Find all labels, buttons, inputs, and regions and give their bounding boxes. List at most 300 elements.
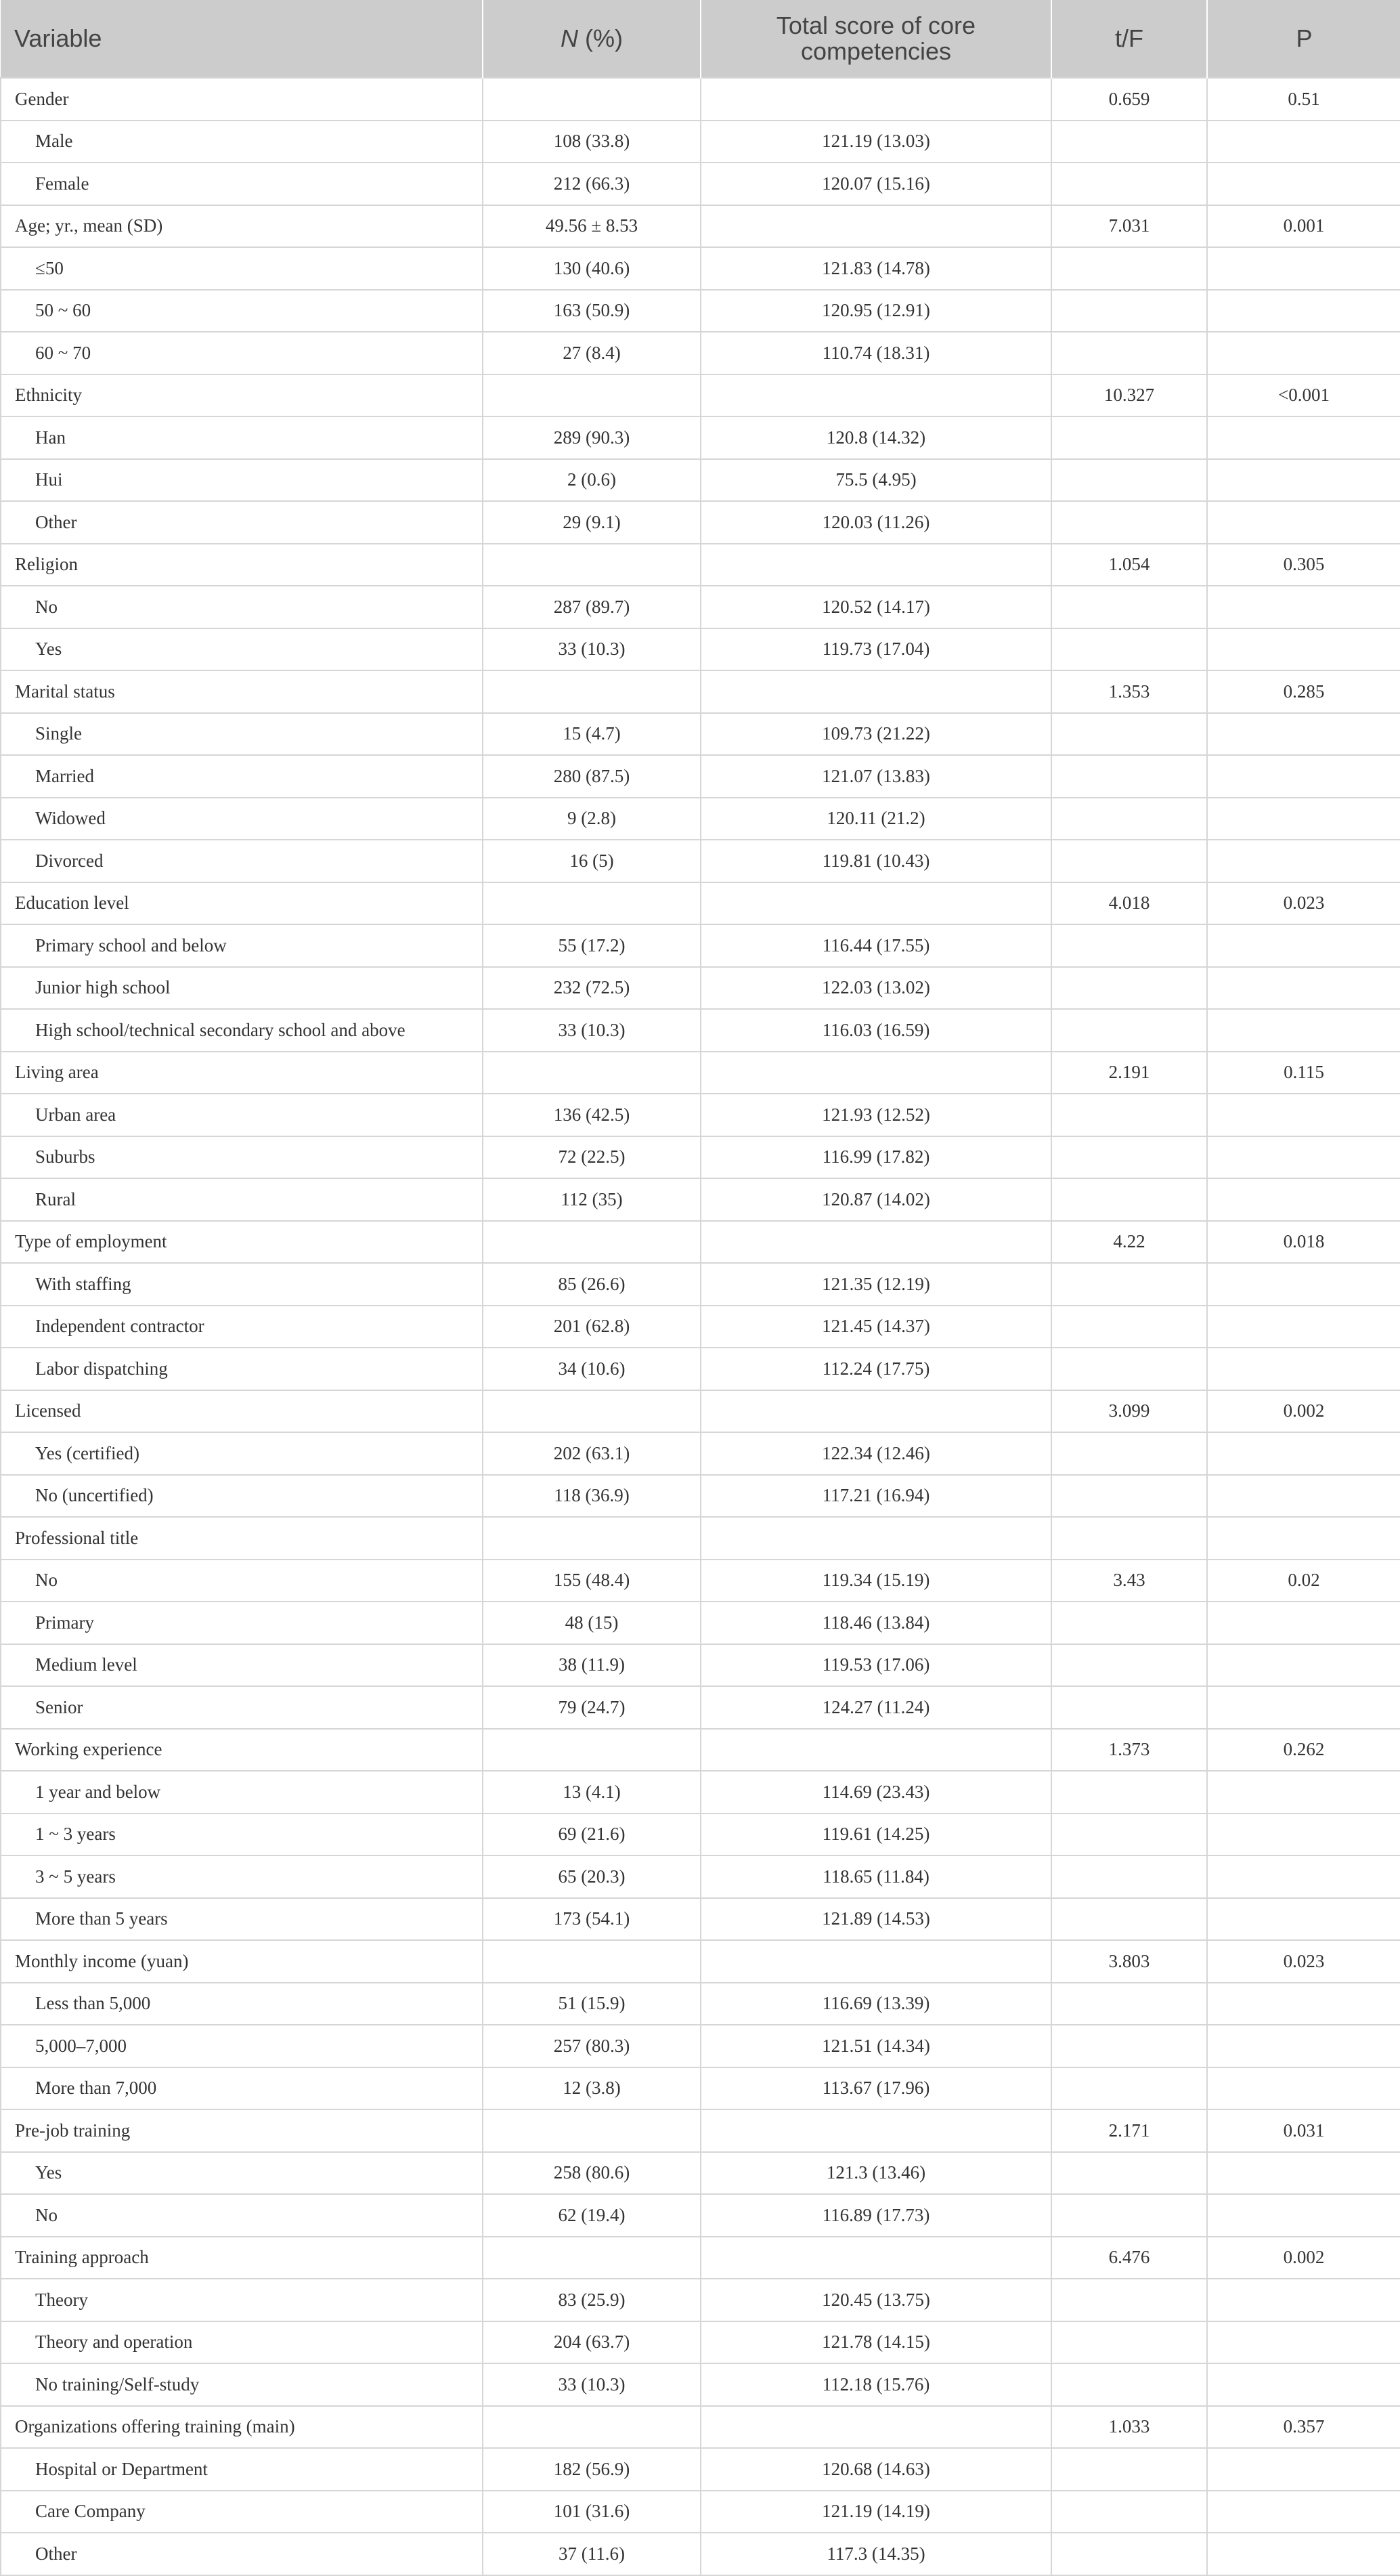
- cell-total-score: 121.45 (14.37): [701, 1306, 1051, 1348]
- table-row-variable: [1, 1390, 1400, 1433]
- cell-n-percent: 163 (50.9): [483, 290, 701, 332]
- cell-total-score: [701, 205, 1051, 248]
- cell-n-percent: 136 (42.5): [483, 1094, 701, 1136]
- cell-tf: [1051, 416, 1207, 459]
- cell-total-score: 121.51 (14.34): [701, 2025, 1051, 2067]
- cell-total-score: 109.73 (21.22): [701, 713, 1051, 756]
- table-row-subcategory: [1, 1813, 1400, 1856]
- table-row-subcategory: [1, 1306, 1400, 1348]
- table-row-subcategory: [1, 628, 1400, 671]
- cell-n-percent: [483, 78, 701, 121]
- cell-tf: [1051, 1686, 1207, 1729]
- table-row-subcategory: [1, 1602, 1400, 1644]
- table-body: [1, 78, 1400, 2575]
- cell-variable: Divorced: [1, 840, 483, 882]
- cell-tf: 3.43: [1051, 1560, 1207, 1602]
- cell-tf: [1051, 2025, 1207, 2067]
- cell-total-score: 116.89 (17.73): [701, 2194, 1051, 2237]
- table-row-subcategory: [1, 1898, 1400, 1941]
- cell-n-percent: 33 (10.3): [483, 1009, 701, 1052]
- cell-total-score: [701, 2109, 1051, 2152]
- cell-total-score: 112.24 (17.75): [701, 1348, 1051, 1390]
- cell-total-score: [701, 2237, 1051, 2279]
- table-row-variable: [1, 670, 1400, 713]
- cell-tf: [1051, 1813, 1207, 1856]
- cell-p: [1207, 1178, 1400, 1221]
- cell-p: 0.018: [1207, 1221, 1400, 1264]
- cell-variable: Primary school and below: [1, 924, 483, 967]
- cell-total-score: 120.52 (14.17): [701, 586, 1051, 628]
- table-row-variable: [1, 374, 1400, 417]
- table-row-subcategory: [1, 1644, 1400, 1687]
- table-row-subcategory: [1, 2363, 1400, 2406]
- cell-p: [1207, 1855, 1400, 1898]
- table-row-subcategory: [1, 459, 1400, 502]
- cell-n-percent: 48 (15): [483, 1602, 701, 1644]
- cell-n-percent: [483, 1517, 701, 1560]
- cell-variable: Married: [1, 755, 483, 798]
- cell-p: [1207, 2448, 1400, 2491]
- cell-p: [1207, 755, 1400, 798]
- table-row-variable: [1, 2406, 1400, 2449]
- cell-variable: Age; yr., mean (SD): [1, 205, 483, 248]
- cell-tf: [1051, 2067, 1207, 2110]
- table-row-variable: [1, 1517, 1400, 1560]
- cell-tf: 1.054: [1051, 544, 1207, 586]
- cell-total-score: [701, 1390, 1051, 1433]
- cell-total-score: 114.69 (23.43): [701, 1771, 1051, 1813]
- cell-n-percent: 79 (24.7): [483, 1686, 701, 1729]
- cell-tf: [1051, 713, 1207, 756]
- cell-n-percent: 155 (48.4): [483, 1560, 701, 1602]
- cell-p: [1207, 713, 1400, 756]
- cell-n-percent: [483, 1052, 701, 1094]
- cell-tf: [1051, 1771, 1207, 1813]
- cell-tf: [1051, 1855, 1207, 1898]
- cell-p: [1207, 2279, 1400, 2321]
- cell-tf: 1.353: [1051, 670, 1207, 713]
- cell-p: 0.285: [1207, 670, 1400, 713]
- cell-total-score: [701, 78, 1051, 121]
- cell-variable: Education level: [1, 882, 483, 925]
- cell-p: 0.023: [1207, 882, 1400, 925]
- cell-n-percent: 204 (63.7): [483, 2321, 701, 2364]
- cell-n-percent: 13 (4.1): [483, 1771, 701, 1813]
- cell-n-percent: 118 (36.9): [483, 1475, 701, 1518]
- cell-variable: Widowed: [1, 798, 483, 840]
- cell-p: [1207, 840, 1400, 882]
- cell-tf: 3.099: [1051, 1390, 1207, 1433]
- table-row-subcategory: [1, 2491, 1400, 2533]
- cell-p: [1207, 967, 1400, 1010]
- table-row-subcategory: [1, 713, 1400, 756]
- cell-p: [1207, 1136, 1400, 1179]
- cell-p: [1207, 1686, 1400, 1729]
- cell-variable: Ethnicity: [1, 374, 483, 417]
- cell-tf: 2.191: [1051, 1052, 1207, 1094]
- header-n-italic: N: [561, 24, 578, 52]
- header-n-rest: (%): [578, 24, 623, 52]
- cell-n-percent: [483, 670, 701, 713]
- cell-n-percent: 38 (11.9): [483, 1644, 701, 1687]
- cell-n-percent: 72 (22.5): [483, 1136, 701, 1179]
- cell-n-percent: 289 (90.3): [483, 416, 701, 459]
- cell-variable: Han: [1, 416, 483, 459]
- cell-p: 0.002: [1207, 2237, 1400, 2279]
- cell-total-score: 121.07 (13.83): [701, 755, 1051, 798]
- cell-total-score: [701, 1940, 1051, 1983]
- cell-variable: 1 ~ 3 years: [1, 1813, 483, 1856]
- table-row-subcategory: [1, 1178, 1400, 1221]
- cell-variable: 60 ~ 70: [1, 332, 483, 374]
- cell-total-score: 120.03 (11.26): [701, 501, 1051, 544]
- cell-tf: 6.476: [1051, 2237, 1207, 2279]
- cell-p: [1207, 1644, 1400, 1687]
- cell-p: [1207, 1771, 1400, 1813]
- cell-p: 0.023: [1207, 1940, 1400, 1983]
- cell-total-score: [701, 1221, 1051, 1264]
- table-row-variable: [1, 205, 1400, 248]
- cell-variable: Male: [1, 121, 483, 163]
- cell-tf: [1051, 1263, 1207, 1306]
- cell-tf: 4.22: [1051, 1221, 1207, 1264]
- cell-p: <0.001: [1207, 374, 1400, 417]
- cell-n-percent: 83 (25.9): [483, 2279, 701, 2321]
- cell-variable: ≤50: [1, 247, 483, 290]
- cell-n-percent: 258 (80.6): [483, 2152, 701, 2195]
- cell-variable: 1 year and below: [1, 1771, 483, 1813]
- cell-n-percent: 62 (19.4): [483, 2194, 701, 2237]
- cell-total-score: 120.95 (12.91): [701, 290, 1051, 332]
- cell-variable: Medium level: [1, 1644, 483, 1687]
- cell-tf: [1051, 247, 1207, 290]
- cell-total-score: 120.68 (14.63): [701, 2448, 1051, 2491]
- cell-tf: [1051, 1644, 1207, 1687]
- cell-p: [1207, 459, 1400, 502]
- table-row-subcategory: [1, 2194, 1400, 2237]
- table-row-subcategory: [1, 2152, 1400, 2195]
- cell-variable: No: [1, 2194, 483, 2237]
- cell-tf: 1.033: [1051, 2406, 1207, 2449]
- cell-n-percent: 257 (80.3): [483, 2025, 701, 2067]
- cell-total-score: 120.45 (13.75): [701, 2279, 1051, 2321]
- cell-variable: Monthly income (yuan): [1, 1940, 483, 1983]
- cell-p: 0.305: [1207, 544, 1400, 586]
- cell-tf: [1051, 1602, 1207, 1644]
- cell-p: [1207, 2491, 1400, 2533]
- cell-tf: 10.327: [1051, 374, 1207, 417]
- table-row-variable: [1, 882, 1400, 925]
- cell-tf: [1051, 1094, 1207, 1136]
- table-row-variable: [1, 1729, 1400, 1772]
- cell-tf: [1051, 332, 1207, 374]
- cell-variable: No training/Self-study: [1, 2363, 483, 2406]
- cell-total-score: 121.78 (14.15): [701, 2321, 1051, 2364]
- cell-tf: [1051, 1009, 1207, 1052]
- cell-total-score: [701, 670, 1051, 713]
- table-row-variable: [1, 544, 1400, 586]
- table-row-subcategory: [1, 1136, 1400, 1179]
- cell-p: [1207, 163, 1400, 205]
- cell-n-percent: [483, 1390, 701, 1433]
- cell-p: [1207, 2152, 1400, 2195]
- cell-total-score: 119.61 (14.25): [701, 1813, 1051, 1856]
- table-row-subcategory: [1, 2321, 1400, 2364]
- cell-p: 0.02: [1207, 1560, 1400, 1602]
- table-row-subcategory: [1, 924, 1400, 967]
- cell-total-score: 110.74 (18.31): [701, 332, 1051, 374]
- cell-tf: [1051, 924, 1207, 967]
- cell-n-percent: 232 (72.5): [483, 967, 701, 1010]
- cell-total-score: 116.03 (16.59): [701, 1009, 1051, 1052]
- cell-n-percent: [483, 1940, 701, 1983]
- cell-total-score: [701, 1729, 1051, 1772]
- cell-p: [1207, 1517, 1400, 1560]
- cell-variable: Theory and operation: [1, 2321, 483, 2364]
- cell-variable: Religion: [1, 544, 483, 586]
- cell-total-score: [701, 1052, 1051, 1094]
- table-row-subcategory: [1, 586, 1400, 628]
- cell-n-percent: 112 (35): [483, 1178, 701, 1221]
- table-row-subcategory: [1, 290, 1400, 332]
- cell-p: [1207, 1348, 1400, 1390]
- cell-n-percent: 33 (10.3): [483, 2363, 701, 2406]
- table-row-variable: [1, 1940, 1400, 1983]
- cell-p: [1207, 2194, 1400, 2237]
- cell-variable: Urban area: [1, 1094, 483, 1136]
- cell-variable: More than 5 years: [1, 1898, 483, 1941]
- cell-tf: [1051, 1983, 1207, 2025]
- cell-p: [1207, 2321, 1400, 2364]
- cell-total-score: [701, 1517, 1051, 1560]
- cell-p: [1207, 2533, 1400, 2575]
- cell-variable: Female: [1, 163, 483, 205]
- header-row: [1, 0, 1400, 78]
- cell-tf: [1051, 798, 1207, 840]
- cell-total-score: 120.07 (15.16): [701, 163, 1051, 205]
- cell-variable: No: [1, 1560, 483, 1602]
- cell-variable: Suburbs: [1, 1136, 483, 1179]
- cell-tf: [1051, 755, 1207, 798]
- table-row-subcategory: [1, 2025, 1400, 2067]
- cell-total-score: 118.46 (13.84): [701, 1602, 1051, 1644]
- cell-total-score: 119.34 (15.19): [701, 1560, 1051, 1602]
- cell-total-score: 75.5 (4.95): [701, 459, 1051, 502]
- cell-n-percent: 29 (9.1): [483, 501, 701, 544]
- table-row-subcategory: [1, 1686, 1400, 1729]
- cell-tf: 3.803: [1051, 1940, 1207, 1983]
- cell-tf: [1051, 290, 1207, 332]
- cell-tf: [1051, 1432, 1207, 1475]
- cell-p: [1207, 1898, 1400, 1941]
- cell-n-percent: 15 (4.7): [483, 713, 701, 756]
- table-row-subcategory: [1, 501, 1400, 544]
- table-row-subcategory: [1, 755, 1400, 798]
- cell-p: [1207, 1263, 1400, 1306]
- cell-variable: Marital status: [1, 670, 483, 713]
- cell-total-score: [701, 882, 1051, 925]
- cell-tf: 7.031: [1051, 205, 1207, 248]
- cell-tf: 2.171: [1051, 2109, 1207, 2152]
- cell-variable: Other: [1, 501, 483, 544]
- cell-variable: Labor dispatching: [1, 1348, 483, 1390]
- cell-tf: [1051, 2321, 1207, 2364]
- cell-total-score: 119.73 (17.04): [701, 628, 1051, 671]
- cell-total-score: 121.83 (14.78): [701, 247, 1051, 290]
- cell-total-score: 113.67 (17.96): [701, 2067, 1051, 2110]
- table-row-subcategory: [1, 1348, 1400, 1390]
- cell-total-score: 121.19 (13.03): [701, 121, 1051, 163]
- cell-variable: Licensed: [1, 1390, 483, 1433]
- cell-tf: [1051, 459, 1207, 502]
- table-row-subcategory: [1, 2279, 1400, 2321]
- table-row-subcategory: [1, 798, 1400, 840]
- cell-variable: Organizations offering training (main): [1, 2406, 483, 2449]
- table-row-variable: [1, 1221, 1400, 1264]
- cell-variable: High school/technical secondary school and above: [1, 1009, 483, 1052]
- cell-p: 0.262: [1207, 1729, 1400, 1772]
- cell-p: [1207, 2067, 1400, 2110]
- cell-variable: Senior: [1, 1686, 483, 1729]
- cell-total-score: 121.35 (12.19): [701, 1263, 1051, 1306]
- table-row-subcategory: [1, 1009, 1400, 1052]
- cell-n-percent: 182 (56.9): [483, 2448, 701, 2491]
- cell-p: [1207, 247, 1400, 290]
- cell-n-percent: 69 (21.6): [483, 1813, 701, 1856]
- cell-n-percent: 49.56 ± 8.53: [483, 205, 701, 248]
- cell-n-percent: 85 (26.6): [483, 1263, 701, 1306]
- table-row-subcategory: [1, 1771, 1400, 1813]
- header-total-score: Total score of core competencies: [701, 0, 1051, 78]
- cell-n-percent: 16 (5): [483, 840, 701, 882]
- cell-n-percent: 202 (63.1): [483, 1432, 701, 1475]
- cell-variable: Junior high school: [1, 967, 483, 1010]
- cell-total-score: 119.53 (17.06): [701, 1644, 1051, 1687]
- cell-total-score: 122.34 (12.46): [701, 1432, 1051, 1475]
- cell-tf: [1051, 163, 1207, 205]
- cell-variable: Yes: [1, 2152, 483, 2195]
- cell-n-percent: 130 (40.6): [483, 247, 701, 290]
- cell-variable: Theory: [1, 2279, 483, 2321]
- cell-tf: [1051, 1898, 1207, 1941]
- cell-variable: Training approach: [1, 2237, 483, 2279]
- cell-variable: Independent contractor: [1, 1306, 483, 1348]
- table-row-subcategory: [1, 1432, 1400, 1475]
- cell-n-percent: 65 (20.3): [483, 1855, 701, 1898]
- table-header: [1, 0, 1400, 78]
- cell-p: 0.51: [1207, 78, 1400, 121]
- cell-p: [1207, 1813, 1400, 1856]
- cell-total-score: 120.8 (14.32): [701, 416, 1051, 459]
- table-row-variable: [1, 2109, 1400, 2152]
- cell-n-percent: [483, 1221, 701, 1264]
- cell-p: [1207, 121, 1400, 163]
- table-row-subcategory: [1, 840, 1400, 882]
- table-row-subcategory: [1, 1560, 1400, 1602]
- cell-n-percent: 33 (10.3): [483, 628, 701, 671]
- cell-tf: [1051, 967, 1207, 1010]
- cell-tf: [1051, 1475, 1207, 1518]
- cell-p: [1207, 586, 1400, 628]
- cell-p: 0.357: [1207, 2406, 1400, 2449]
- cell-total-score: 121.93 (12.52): [701, 1094, 1051, 1136]
- cell-total-score: 120.11 (21.2): [701, 798, 1051, 840]
- cell-variable: 50 ~ 60: [1, 290, 483, 332]
- cell-p: [1207, 1983, 1400, 2025]
- cell-variable: Type of employment: [1, 1221, 483, 1264]
- cell-p: [1207, 1094, 1400, 1136]
- cell-p: [1207, 290, 1400, 332]
- cell-p: [1207, 798, 1400, 840]
- cell-total-score: 121.89 (14.53): [701, 1898, 1051, 1941]
- cell-variable: Other: [1, 2533, 483, 2575]
- cell-tf: [1051, 1136, 1207, 1179]
- cell-tf: 4.018: [1051, 882, 1207, 925]
- cell-total-score: [701, 2406, 1051, 2449]
- cell-tf: [1051, 2194, 1207, 2237]
- cell-n-percent: 9 (2.8): [483, 798, 701, 840]
- cell-variable: Care Company: [1, 2491, 483, 2533]
- cell-n-percent: [483, 374, 701, 417]
- cell-n-percent: [483, 882, 701, 925]
- cell-p: [1207, 2363, 1400, 2406]
- cell-p: [1207, 1306, 1400, 1348]
- table-row-subcategory: [1, 1094, 1400, 1136]
- table-row-subcategory: [1, 1983, 1400, 2025]
- cell-total-score: 116.99 (17.82): [701, 1136, 1051, 1179]
- cell-total-score: 118.65 (11.84): [701, 1855, 1051, 1898]
- cell-p: [1207, 1432, 1400, 1475]
- cell-n-percent: 2 (0.6): [483, 459, 701, 502]
- cell-n-percent: [483, 2406, 701, 2449]
- cell-total-score: 120.87 (14.02): [701, 1178, 1051, 1221]
- cell-variable: Professional title: [1, 1517, 483, 1560]
- cell-p: [1207, 1602, 1400, 1644]
- cell-p: 0.031: [1207, 2109, 1400, 2152]
- cell-tf: [1051, 2152, 1207, 2195]
- cell-tf: [1051, 628, 1207, 671]
- cell-p: 0.115: [1207, 1052, 1400, 1094]
- cell-variable: With staffing: [1, 1263, 483, 1306]
- cell-n-percent: 34 (10.6): [483, 1348, 701, 1390]
- cell-variable: Pre-job training: [1, 2109, 483, 2152]
- cell-n-percent: 27 (8.4): [483, 332, 701, 374]
- cell-p: [1207, 1009, 1400, 1052]
- cell-variable: 3 ~ 5 years: [1, 1855, 483, 1898]
- cell-variable: Less than 5,000: [1, 1983, 483, 2025]
- cell-tf: [1051, 2448, 1207, 2491]
- cell-tf: [1051, 1306, 1207, 1348]
- cell-n-percent: 280 (87.5): [483, 755, 701, 798]
- cell-n-percent: 212 (66.3): [483, 163, 701, 205]
- cell-variable: No: [1, 586, 483, 628]
- cell-total-score: [701, 374, 1051, 417]
- cell-tf: [1051, 2491, 1207, 2533]
- cell-variable: No (uncertified): [1, 1475, 483, 1518]
- table-row-subcategory: [1, 416, 1400, 459]
- cell-n-percent: 37 (11.6): [483, 2533, 701, 2575]
- cell-variable: Yes: [1, 628, 483, 671]
- table-row-subcategory: [1, 1855, 1400, 1898]
- table-row-variable: [1, 78, 1400, 121]
- cell-tf: 1.373: [1051, 1729, 1207, 1772]
- cell-n-percent: 12 (3.8): [483, 2067, 701, 2110]
- cell-total-score: 117.3 (14.35): [701, 2533, 1051, 2575]
- cell-variable: Gender: [1, 78, 483, 121]
- cell-total-score: 124.27 (11.24): [701, 1686, 1051, 1729]
- cell-tf: [1051, 2533, 1207, 2575]
- cell-total-score: [701, 544, 1051, 586]
